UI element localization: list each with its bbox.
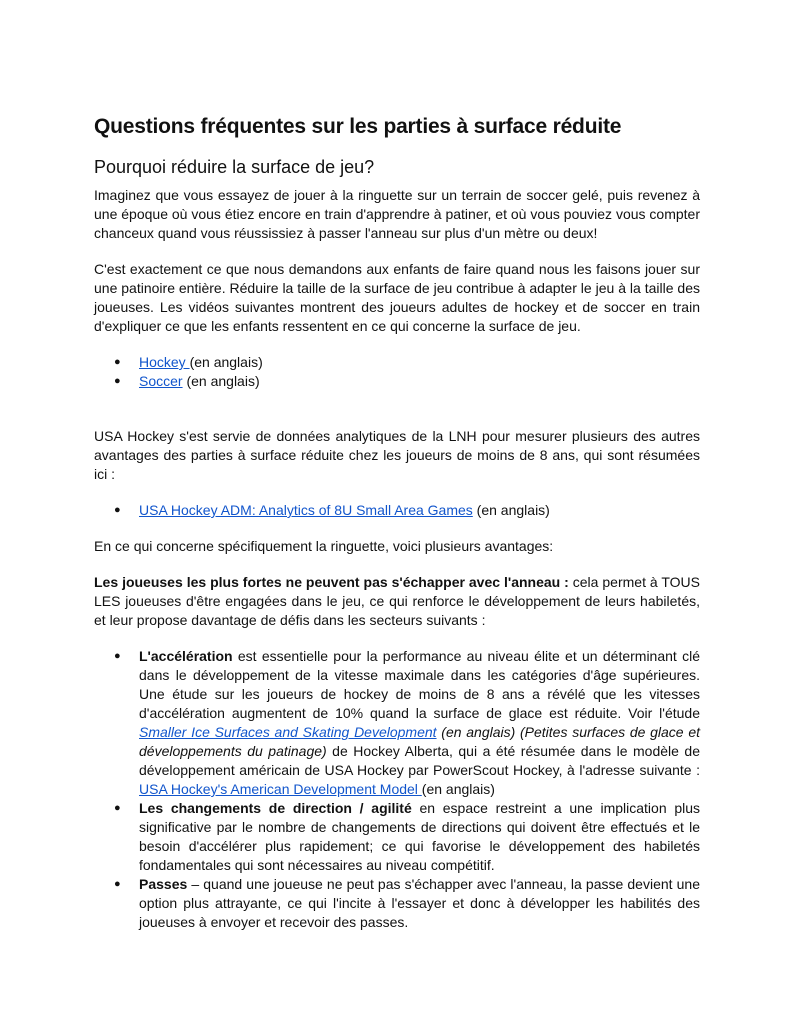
document-content	[94, 114, 700, 949]
hockey-video-link[interactable]: Hockey	[139, 354, 190, 370]
passes-heading: Passes	[139, 876, 188, 892]
list-item	[139, 501, 700, 520]
agility-heading: Les changements de direction / agilité	[139, 800, 412, 816]
acceleration-text-3: (en anglais)	[421, 781, 495, 797]
strong-players-paragraph	[94, 573, 700, 630]
passes-text: – quand une joueuse ne peut pas s'échapper avec l'anneau, la passe devient une option plus attrayante, ce qui l'incite à l'essayer et donc à développer les habilités des joueuses à envoyer et recevoir des passes.	[139, 876, 700, 930]
page-title: Questions fréquentes sur les parties à surface réduite	[94, 115, 622, 138]
spacer	[94, 391, 700, 427]
link-suffix: (en anglais)	[189, 354, 263, 370]
acceleration-heading: L'accélération	[139, 648, 233, 664]
adm-analytics-link[interactable]: USA Hockey ADM: Analytics of 8U Small Area Games	[139, 502, 473, 518]
link-suffix: (en anglais)	[472, 502, 550, 518]
list-item	[139, 372, 700, 391]
strong-players-heading: Les joueuses les plus fortes ne peuvent pas s'échapper avec l'anneau :	[94, 574, 569, 590]
study-translation-note: (en anglais) (Petites surfaces de glace et développements du patinage)	[139, 724, 701, 759]
soccer-video-link[interactable]: Soccer	[139, 373, 183, 389]
acceleration-text-2: de Hockey Alberta, qui a été résumée dans le modèle de développement américain de USA Hockey par PowerScout Hockey, à l'adresse suivante :	[139, 743, 700, 778]
adm-model-link[interactable]: USA Hockey's American Development Model	[139, 781, 422, 797]
smaller-ice-study-link[interactable]: Smaller Ice Surfaces and Skating Development	[139, 724, 437, 740]
intro-paragraph: Imaginez que vous essayez de jouer à la ringuette sur un terrain de soccer gelé, puis revenez à une époque où vous étiez encore en train d'apprendre à patiner, et où vous pouviez vous compter chanceux quand vous réussissiez à passer l'anneau sur plus d'un mètre ou deux!	[94, 187, 700, 241]
acceleration-text: est essentielle pour la performance au niveau élite et un déterminant clé dans le développement de la vitesse maximale dans les catégories d'âge supérieures. Une étude sur les joueurs de hockey de moins de 8 ans a révélé que les vitesses d'accélération augmentent de 10% quand la surface de glace est réduite. Voir l'étude	[139, 648, 700, 721]
link-suffix: (en anglais)	[182, 373, 260, 389]
usa-hockey-paragraph: USA Hockey s'est servie de données analytiques de la LNH pour mesurer plusieurs des autres avantages des parties à surface réduite chez les joueurs de moins de 8 ans, qui sont résumées ici :	[94, 428, 700, 482]
section-heading: Pourquoi réduire la surface de jeu?	[94, 157, 375, 177]
benefits-list	[94, 647, 700, 932]
context-paragraph: C'est exactement ce que nous demandons aux enfants de faire quand nous les faisons jouer sur une patinoire entière. Réduire la taille de la surface de jeu contribue à adapter le jeu à la taille des joueuses. Les vidéos suivantes montrent des joueurs adultes de hockey et de soccer en train d'expliquer ce que les enfants ressentent en ce qui concerne la surface de jeu.	[94, 261, 700, 334]
list-item	[139, 647, 700, 799]
list-item	[139, 799, 700, 875]
list-item	[139, 875, 700, 932]
agility-text: en espace restreint a une implication plus significative par le nombre de changements de directions qui doivent être effectués et le besoin d'accélérer plus rapidement; ce qui favorise le développement des habiletés fondamentales qui sont nécessaires au niveau compétitif.	[139, 800, 701, 873]
video-list	[94, 353, 700, 391]
ringette-paragraph: En ce qui concerne spécifiquement la ringuette, voici plusieurs avantages:	[94, 538, 554, 554]
list-item	[139, 353, 700, 372]
adm-list	[94, 501, 700, 520]
strong-players-text: cela permet à TOUS LES joueuses d'être engagées dans le jeu, ce qui renforce le développement de leurs habiletés, et leur propose davantage de défis dans les secteurs suivants :	[94, 574, 701, 628]
